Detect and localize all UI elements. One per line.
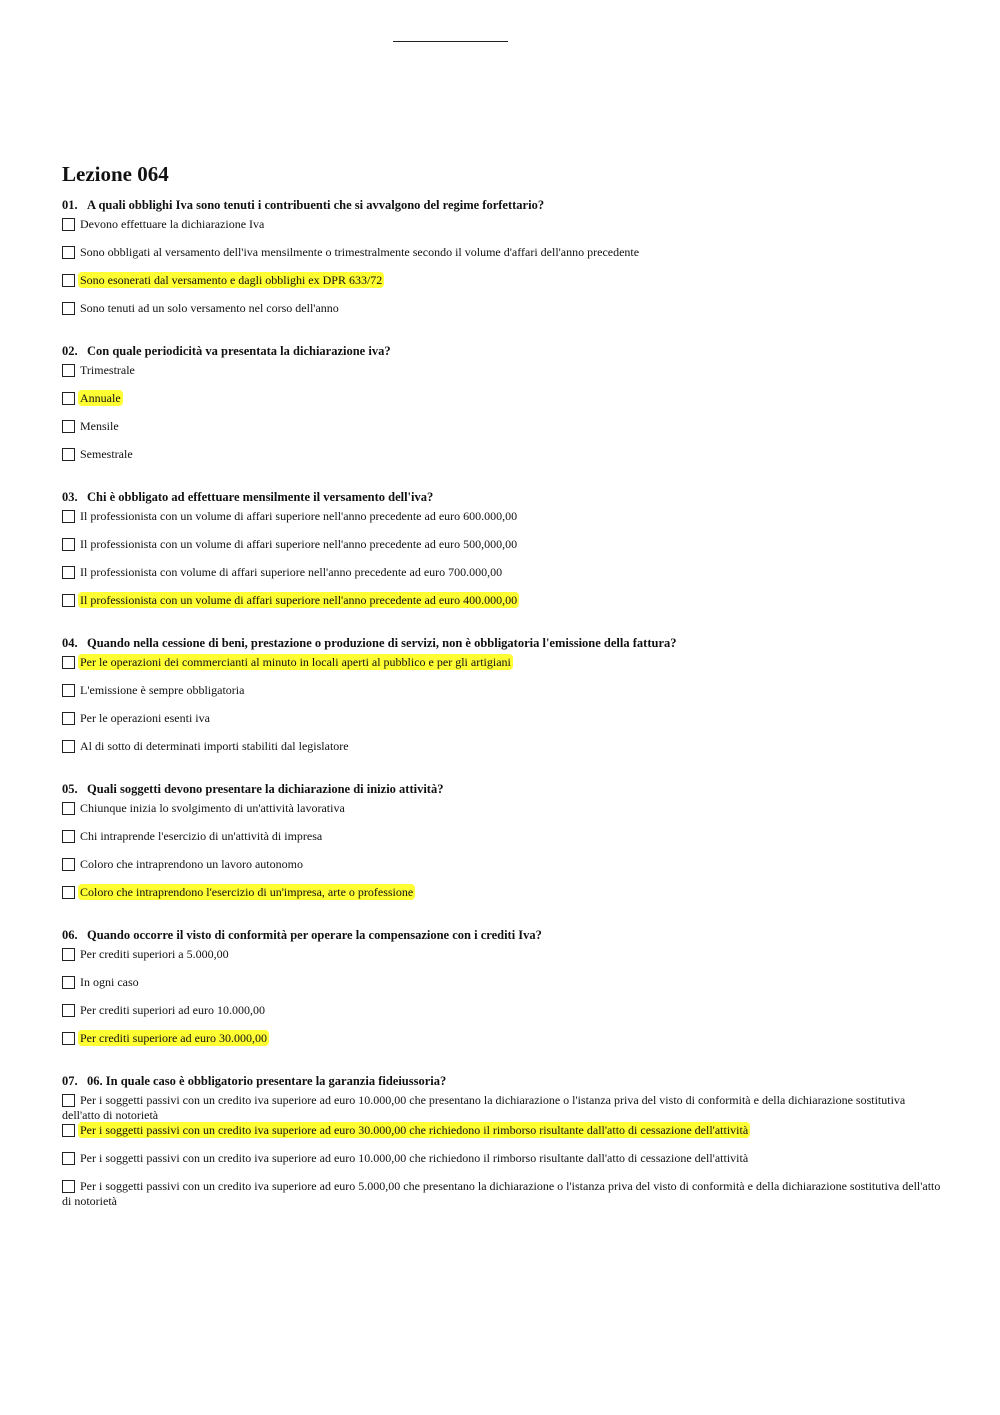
checkbox[interactable] xyxy=(62,656,75,669)
answer-text: Semestrale xyxy=(80,447,133,461)
answer-text: Annuale xyxy=(80,391,121,405)
question xyxy=(62,489,942,621)
question xyxy=(62,1073,942,1209)
answer-option[interactable] xyxy=(62,1123,942,1151)
answer-text: Il professionista con un volume di affari superiore nell'anno precedente ad euro 400.000,00 xyxy=(80,593,518,607)
question-text: 07. 06. In quale caso è obbligatorio presentare la garanzia fideiussoria? xyxy=(62,1074,447,1088)
checkbox[interactable] xyxy=(62,802,75,815)
checkbox[interactable] xyxy=(62,566,75,579)
question-number: 06. xyxy=(62,928,78,942)
question xyxy=(62,197,942,329)
checkbox[interactable] xyxy=(62,1094,75,1107)
question-number: 02. xyxy=(62,344,78,358)
answer-option[interactable] xyxy=(62,975,942,1003)
answer-option[interactable] xyxy=(62,245,942,273)
checkbox[interactable] xyxy=(62,886,75,899)
answer-option[interactable] xyxy=(62,1179,942,1209)
answer-option[interactable] xyxy=(62,593,942,621)
answer-text: Chi intraprende l'esercizio di un'attività di impresa xyxy=(80,829,323,843)
answer-option[interactable] xyxy=(62,683,942,711)
checkbox[interactable] xyxy=(62,538,75,551)
checkbox[interactable] xyxy=(62,740,75,753)
checkbox[interactable] xyxy=(62,1124,75,1137)
answer-text: Coloro che intraprendono l'esercizio di un'impresa, arte o professione xyxy=(80,885,414,899)
checkbox[interactable] xyxy=(62,948,75,961)
answer-option[interactable] xyxy=(62,565,942,593)
answer-option[interactable] xyxy=(62,1003,942,1031)
checkbox[interactable] xyxy=(62,976,75,989)
checkbox[interactable] xyxy=(62,218,75,231)
checkbox[interactable] xyxy=(62,594,75,607)
answer-option[interactable] xyxy=(62,711,942,739)
answer-text: L'emissione è sempre obbligatoria xyxy=(80,683,245,697)
answer-text: Per crediti superiori ad euro 10.000,00 xyxy=(80,1003,265,1017)
answer-text: Al di sotto di determinati importi stabiliti dal legislatore xyxy=(80,739,349,753)
question-text: 02. Con quale periodicità va presentata la dichiarazione iva? xyxy=(62,344,391,358)
answer-option[interactable] xyxy=(62,419,942,447)
lesson-title: Lezione 064 xyxy=(62,162,169,186)
checkbox[interactable] xyxy=(62,1152,75,1165)
question-text: 06. Quando occorre il visto di conformità per operare la compensazione con i crediti Iva? xyxy=(62,928,542,942)
answer-option[interactable] xyxy=(62,217,942,245)
answer-text: Per le operazioni dei commercianti al minuto in locali aperti al pubblico e per gli artigiani xyxy=(80,655,511,669)
answer-option[interactable] xyxy=(62,801,942,829)
answer-text: Per i soggetti passivi con un credito iva superiore ad euro 10.000,00 che richiedono il rimborso risultante dall'atto di cessazione dell'attività xyxy=(80,1151,749,1165)
answer-option[interactable] xyxy=(62,391,942,419)
question-number: 01. xyxy=(62,198,78,212)
answer-option[interactable] xyxy=(62,1031,942,1059)
checkbox[interactable] xyxy=(62,1004,75,1017)
checkbox[interactable] xyxy=(62,274,75,287)
answer-option[interactable] xyxy=(62,273,942,301)
answer-option[interactable] xyxy=(62,947,942,975)
checkbox[interactable] xyxy=(62,448,75,461)
answer-option[interactable] xyxy=(62,739,942,767)
answer-text: Il professionista con un volume di affari superiore nell'anno precedente ad euro 600.000,00 xyxy=(80,509,518,523)
answer-text: In ogni caso xyxy=(80,975,139,989)
checkbox[interactable] xyxy=(62,712,75,725)
checkbox[interactable] xyxy=(62,830,75,843)
answer-text: Mensile xyxy=(80,419,119,433)
answer-text: Per crediti superiore ad euro 30.000,00 xyxy=(80,1031,267,1045)
answer-option[interactable] xyxy=(62,301,942,329)
answer-text: Il professionista con un volume di affari superiore nell'anno precedente ad euro 500,000,00 xyxy=(80,537,518,551)
answer-text: Per crediti superiori a 5.000,00 xyxy=(80,947,229,961)
checkbox[interactable] xyxy=(62,1180,75,1193)
answer-text: Coloro che intraprendono un lavoro autonomo xyxy=(80,857,303,871)
question-text: 01. A quali obblighi Iva sono tenuti i contribuenti che si avvalgono del regime forfettario? xyxy=(62,198,545,212)
question xyxy=(62,781,942,913)
question-text: 04. Quando nella cessione di beni, prestazione o produzione di servizi, non è obbligatoria l'emissione della fattura? xyxy=(62,636,677,650)
answer-option[interactable] xyxy=(62,537,942,565)
answer-text: Sono esonerati dal versamento e dagli obblighi ex DPR 633/72 xyxy=(80,273,383,287)
question-number: 03. xyxy=(62,490,78,504)
answer-text: Per i soggetti passivi con un credito iva superiore ad euro 30.000,00 che richiedono il rimborso risultante dall'atto di cessazione dell'attività xyxy=(80,1123,749,1137)
checkbox[interactable] xyxy=(62,302,75,315)
question-text: 03. Chi è obbligato ad effettuare mensilmente il versamento dell'iva? xyxy=(62,490,434,504)
question xyxy=(62,635,942,767)
checkbox[interactable] xyxy=(62,684,75,697)
question-number: 05. xyxy=(62,782,78,796)
question-text: 05. Quali soggetti devono presentare la dichiarazione di inizio attività? xyxy=(62,782,444,796)
question xyxy=(62,927,942,1059)
answer-option[interactable] xyxy=(62,885,942,913)
answer-text: Per i soggetti passivi con un credito iva superiore ad euro 10.000,00 che presentano la dichiarazione o l'istanza priva del visto di conformità e della dichiarazione sostitutiva dell'atto di notorietà xyxy=(62,1093,906,1122)
checkbox[interactable] xyxy=(62,392,75,405)
answer-text: Il professionista con volume di affari superiore nell'anno precedente ad euro 700.000,00 xyxy=(80,565,503,579)
question xyxy=(62,343,942,475)
answer-text: Devono effettuare la dichiarazione Iva xyxy=(80,217,265,231)
answer-text: Sono obbligati al versamento dell'iva mensilmente o trimestralmente secondo il volume d'affari dell'anno precedente xyxy=(80,245,640,259)
question-number: 04. xyxy=(62,636,78,650)
answer-option[interactable] xyxy=(62,1151,942,1179)
checkbox[interactable] xyxy=(62,1032,75,1045)
answer-text: Trimestrale xyxy=(80,363,135,377)
header-rule xyxy=(393,41,508,42)
answer-text: Per i soggetti passivi con un credito iva superiore ad euro 5.000,00 che presentano la dichiarazione o l'istanza priva del visto di conformità e della dichiarazione sostitutiva dell'atto di notorietà xyxy=(62,1179,941,1208)
question-number: 07. xyxy=(62,1074,78,1088)
answer-option[interactable] xyxy=(62,447,942,475)
answer-option[interactable] xyxy=(62,509,942,537)
answer-text: Sono tenuti ad un solo versamento nel corso dell'anno xyxy=(80,301,339,315)
answer-option[interactable] xyxy=(62,1093,942,1123)
checkbox[interactable] xyxy=(62,510,75,523)
answer-text: Per le operazioni esenti iva xyxy=(80,711,210,725)
checkbox[interactable] xyxy=(62,420,75,433)
answer-option[interactable] xyxy=(62,655,942,683)
checkbox[interactable] xyxy=(62,858,75,871)
answer-option[interactable] xyxy=(62,857,942,885)
checkbox[interactable] xyxy=(62,364,75,377)
quiz-document xyxy=(62,160,942,1223)
answer-option[interactable] xyxy=(62,363,942,391)
checkbox[interactable] xyxy=(62,246,75,259)
answer-option[interactable] xyxy=(62,829,942,857)
answer-text: Chiunque inizia lo svolgimento di un'attività lavorativa xyxy=(80,801,345,815)
